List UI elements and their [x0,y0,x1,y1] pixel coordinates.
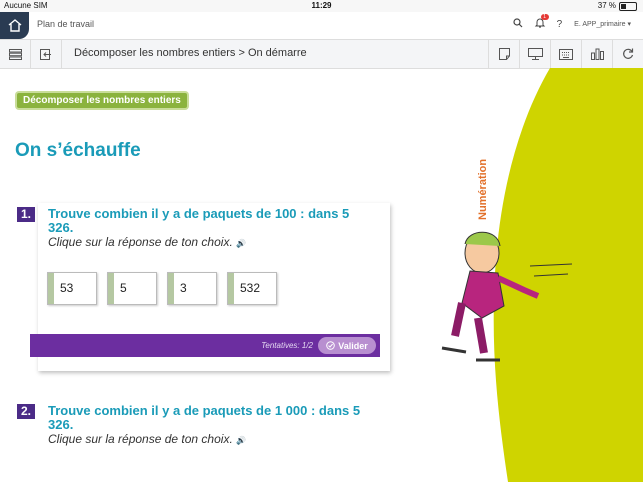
validate-label: Valider [338,340,368,351]
attempts-counter: Tentatives: 1/2 [261,341,313,350]
chapter-tag: Décomposer les nombres entiers [17,93,187,108]
choice-label: 532 [240,281,261,295]
back-button[interactable] [31,40,62,68]
screen-icon [528,48,543,60]
search-icon[interactable] [513,18,523,31]
refresh-button[interactable] [612,40,643,68]
stats-button[interactable] [581,40,612,68]
home-icon [8,19,22,32]
question-footer [30,334,380,357]
answer-choice[interactable] [167,272,217,305]
numeration-label: Numération [477,158,489,220]
decorative-side-panel [477,68,643,482]
answer-choice[interactable] [227,272,277,305]
menu-button[interactable] [0,40,31,68]
speaker-icon[interactable]: 🔊 [236,239,247,248]
question-number: 1. [17,207,35,222]
choice-label: 53 [60,281,74,295]
question-number: 2. [17,404,35,419]
status-bar [0,0,643,12]
plan-de-travail-link[interactable]: Plan de travail [37,19,95,29]
user-menu[interactable] [574,20,631,28]
battery-icon [619,2,637,11]
refresh-icon [622,48,634,60]
exit-icon [40,49,52,60]
notifications-button[interactable] [535,14,546,31]
notification-badge: 1 [541,14,549,20]
check-circle-icon [326,341,335,350]
keyboard-button[interactable] [550,40,581,68]
instruction-text: Clique sur la réponse de ton choix. [48,235,233,249]
instruction-text: Clique sur la réponse de ton choix. [48,432,233,446]
battery-indicator [598,0,637,12]
notes-button[interactable] [488,40,519,68]
question-title: Trouve combien il y a de paquets de 1 000 : dans 5 326. [48,403,361,432]
chevron-down-icon: ▾ [627,21,631,28]
answer-choice[interactable] [47,272,97,305]
page-title: On s’échauffe [15,140,141,161]
question-title: Trouve combien il y a de paquets de 100 : dans 5 326. [48,206,350,235]
breadcrumb: Décomposer les nombres entiers > On démarre [74,47,307,59]
carrier-label: Aucune SIM [4,1,48,10]
user-name: E. APP_primaire [574,21,626,28]
speaker-icon[interactable]: 🔊 [236,436,247,445]
home-button[interactable] [0,12,29,39]
note-icon [499,48,510,60]
answer-choice[interactable] [107,272,157,305]
validate-button[interactable] [318,337,376,354]
top-nav [0,12,643,40]
choice-label: 3 [180,281,187,295]
toolbar [0,40,643,69]
clock: 11:29 [311,1,332,10]
help-button[interactable]: ? [556,18,563,30]
choice-label: 5 [120,281,127,295]
question-instruction [48,432,246,446]
question-instruction [48,235,246,249]
keyboard-icon [559,49,573,60]
list-icon [9,49,22,60]
screen-button[interactable] [519,40,550,68]
battery-percent: 37 % [597,1,616,10]
bar-chart-icon [591,48,604,60]
